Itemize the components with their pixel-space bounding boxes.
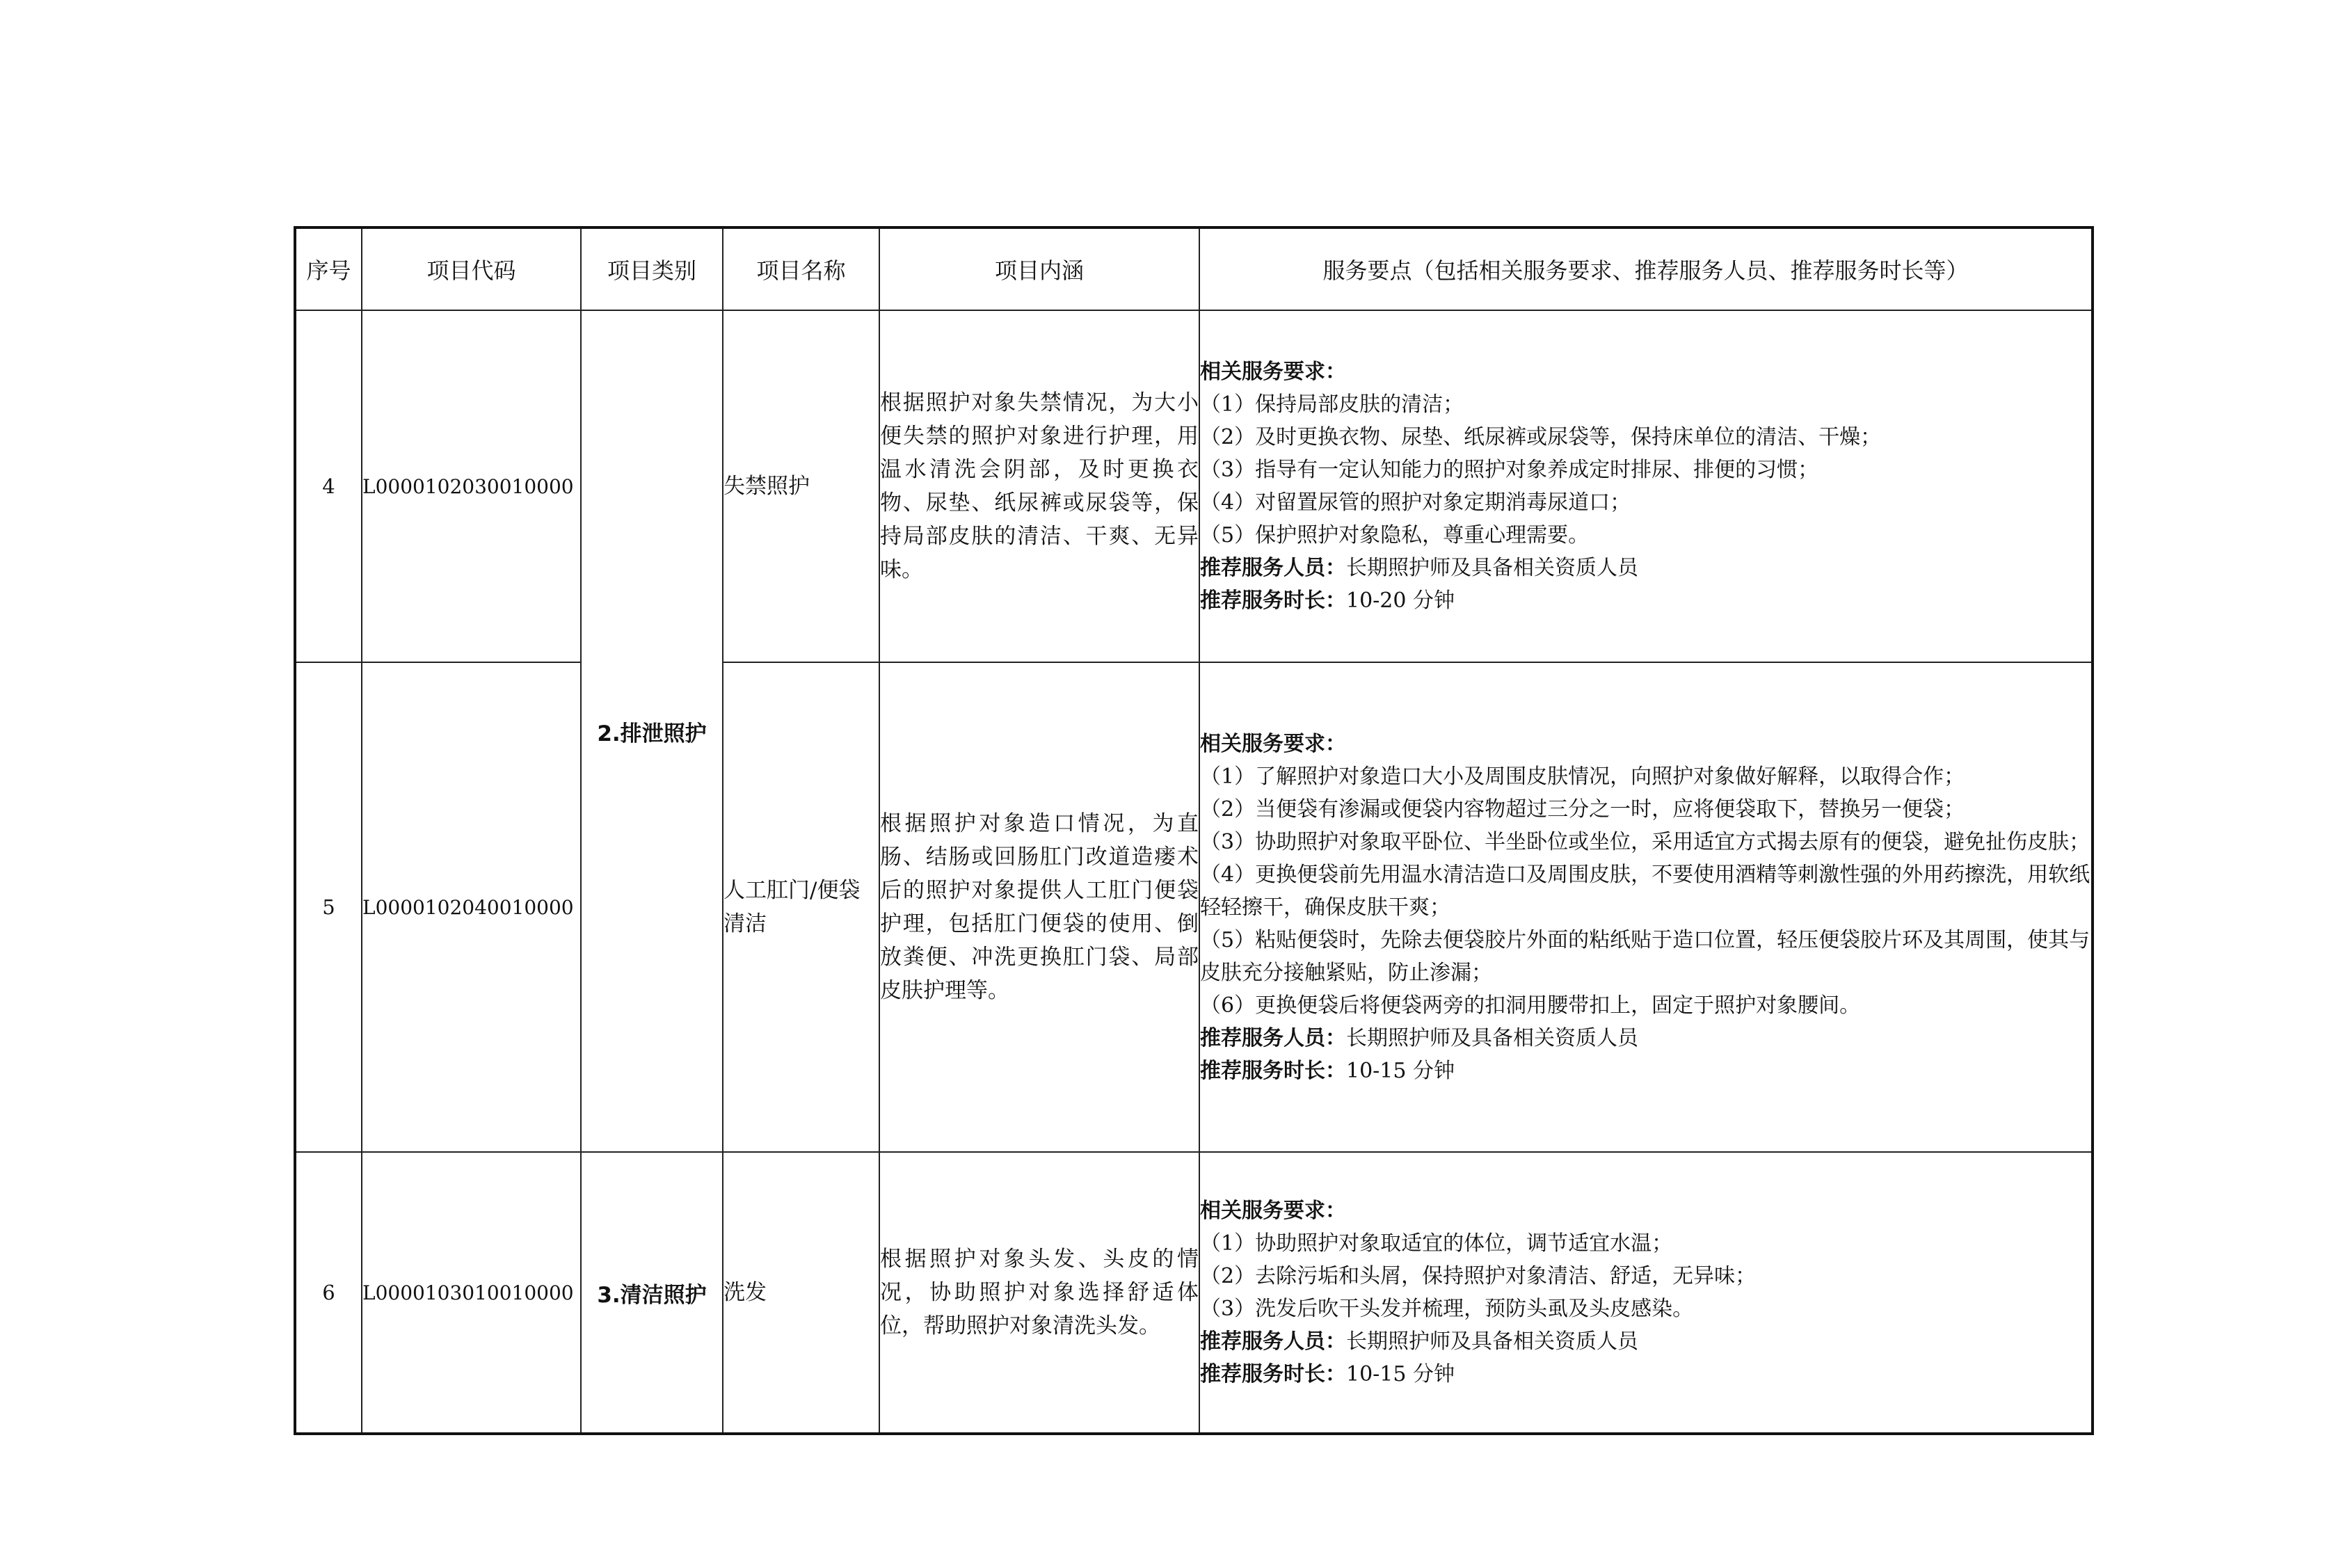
requirement-item: （5）保护照护对象隐私，尊重心理需要。 (1200, 523, 1590, 547)
table-row (295, 310, 2093, 662)
content-cell: 根据照护对象头发、头皮的情况，协助照护对象选择舒适体位，帮助照护对象清洗头发。 (879, 1152, 1199, 1434)
seq-cell: 6 (295, 1152, 362, 1434)
duration-value: 10-20 分钟 (1346, 589, 1455, 613)
requirements-label: 相关服务要求： (1200, 731, 1346, 756)
header-row (295, 227, 2093, 310)
requirement-item: （1）保持局部皮肤的清洁； (1200, 392, 1464, 417)
requirement-item: （6）更换便袋后将便袋两旁的扣洞用腰带扣上，固定于照护对象腰间。 (1200, 993, 1861, 1018)
seq-cell: 5 (295, 662, 362, 1152)
duration-line (1200, 584, 2091, 617)
requirement-item: （2）当便袋有渗漏或便袋内容物超过三分之一时，应将便袋取下，替换另一便袋； (1200, 797, 1965, 822)
points-cell (1199, 310, 2093, 662)
header-code: 项目代码 (362, 227, 581, 310)
code-cell: L0000102040010000 (362, 662, 581, 1152)
name-cell: 失禁照护 (723, 310, 879, 662)
duration-value: 10-15 分钟 (1346, 1058, 1455, 1083)
points-cell (1199, 662, 2093, 1152)
requirement-item: （3）指导有一定认知能力的照护对象养成定时排尿、排便的习惯； (1200, 458, 1819, 482)
requirements-label: 相关服务要求： (1200, 360, 1346, 384)
seq-cell: 4 (295, 310, 362, 662)
duration-label: 推荐服务时长： (1200, 589, 1346, 613)
requirement-item: （1）了解照护对象造口大小及周围皮肤情况，向照护对象做好解释，以取得合作； (1200, 764, 1965, 789)
staff-line (1200, 552, 2091, 584)
staff-label: 推荐服务人员： (1200, 556, 1346, 580)
requirements-label: 相关服务要求： (1200, 1199, 1346, 1223)
header-points: 服务要点（包括相关服务要求、推荐服务人员、推荐服务时长等） (1199, 227, 2093, 310)
requirement-item: （1）协助照护对象取适宜的体位，调节适宜水温； (1200, 1231, 1673, 1256)
points-cell (1199, 1152, 2093, 1434)
table-row (295, 1152, 2093, 1434)
content-cell: 根据照护对象失禁情况，为大小便失禁的照护对象进行护理，用温水清洗会阴部，及时更换衣物、尿垫、纸尿裤或尿袋等，保持局部皮肤的清洁、干爽、无异味。 (879, 310, 1199, 662)
requirement-item: （2）去除污垢和头屑，保持照护对象清洁、舒适，无异味； (1200, 1264, 1757, 1288)
name-cell: 人工肛门/便袋清洁 (723, 662, 879, 1152)
header-category: 项目类别 (581, 227, 723, 310)
staff-line (1200, 1022, 2091, 1055)
category-cell: 2.排泄照护 (581, 310, 723, 1152)
duration-line (1200, 1358, 2091, 1391)
code-cell: L0000102030010000 (362, 310, 581, 662)
table-row (295, 662, 2093, 1152)
duration-line (1200, 1055, 2091, 1087)
content-cell: 根据照护对象造口情况，为直肠、结肠或回肠肛门改道造瘘术后的照护对象提供人工肛门便袋护理，包括肛门便袋的使用、倒放粪便、冲洗更换肛门袋、局部皮肤护理等。 (879, 662, 1199, 1152)
staff-value: 长期照护师及具备相关资质人员 (1346, 556, 1638, 580)
code-cell: L0000103010010000 (362, 1152, 581, 1434)
requirement-item: （2）及时更换衣物、尿垫、纸尿裤或尿袋等，保持床单位的清洁、干燥； (1200, 425, 1882, 449)
duration-label: 推荐服务时长： (1200, 1058, 1346, 1083)
duration-label: 推荐服务时长： (1200, 1362, 1346, 1386)
duration-value: 10-15 分钟 (1346, 1362, 1455, 1386)
requirement-item: （3）协助照护对象取平卧位、半坐卧位或坐位，采用适宜方式揭去原有的便袋，避免扯伤皮肤； (1200, 829, 2090, 854)
name-cell: 洗发 (723, 1152, 879, 1434)
requirement-item: （4）对留置尿管的照护对象定期消毒尿道口； (1200, 490, 1631, 515)
staff-label: 推荐服务人员： (1200, 1025, 1346, 1050)
header-name: 项目名称 (723, 227, 879, 310)
staff-label: 推荐服务人员： (1200, 1329, 1346, 1354)
staff-value: 长期照护师及具备相关资质人员 (1346, 1025, 1638, 1050)
staff-line (1200, 1325, 2091, 1358)
care-service-table (294, 226, 2094, 1435)
requirement-item: （4）更换便袋前先用温水清洁造口及周围皮肤，不要使用酒精等刺激性强的外用药擦洗，用软纸轻轻擦干，确保皮肤干爽； (1200, 862, 2090, 920)
header-content: 项目内涵 (879, 227, 1199, 310)
requirement-item: （3）洗发后吹干头发并梳理，预防头虱及头皮感染。 (1200, 1297, 1694, 1321)
category-cell: 3.清洁照护 (581, 1152, 723, 1434)
header-seq: 序号 (295, 227, 362, 310)
staff-value: 长期照护师及具备相关资质人员 (1346, 1329, 1638, 1354)
requirement-item: （5）粘贴便袋时，先除去便袋胶片外面的粘纸贴于造口位置，轻压便袋胶片环及其周围，使其与皮肤充分接触紧贴，防止渗漏； (1200, 927, 2090, 985)
